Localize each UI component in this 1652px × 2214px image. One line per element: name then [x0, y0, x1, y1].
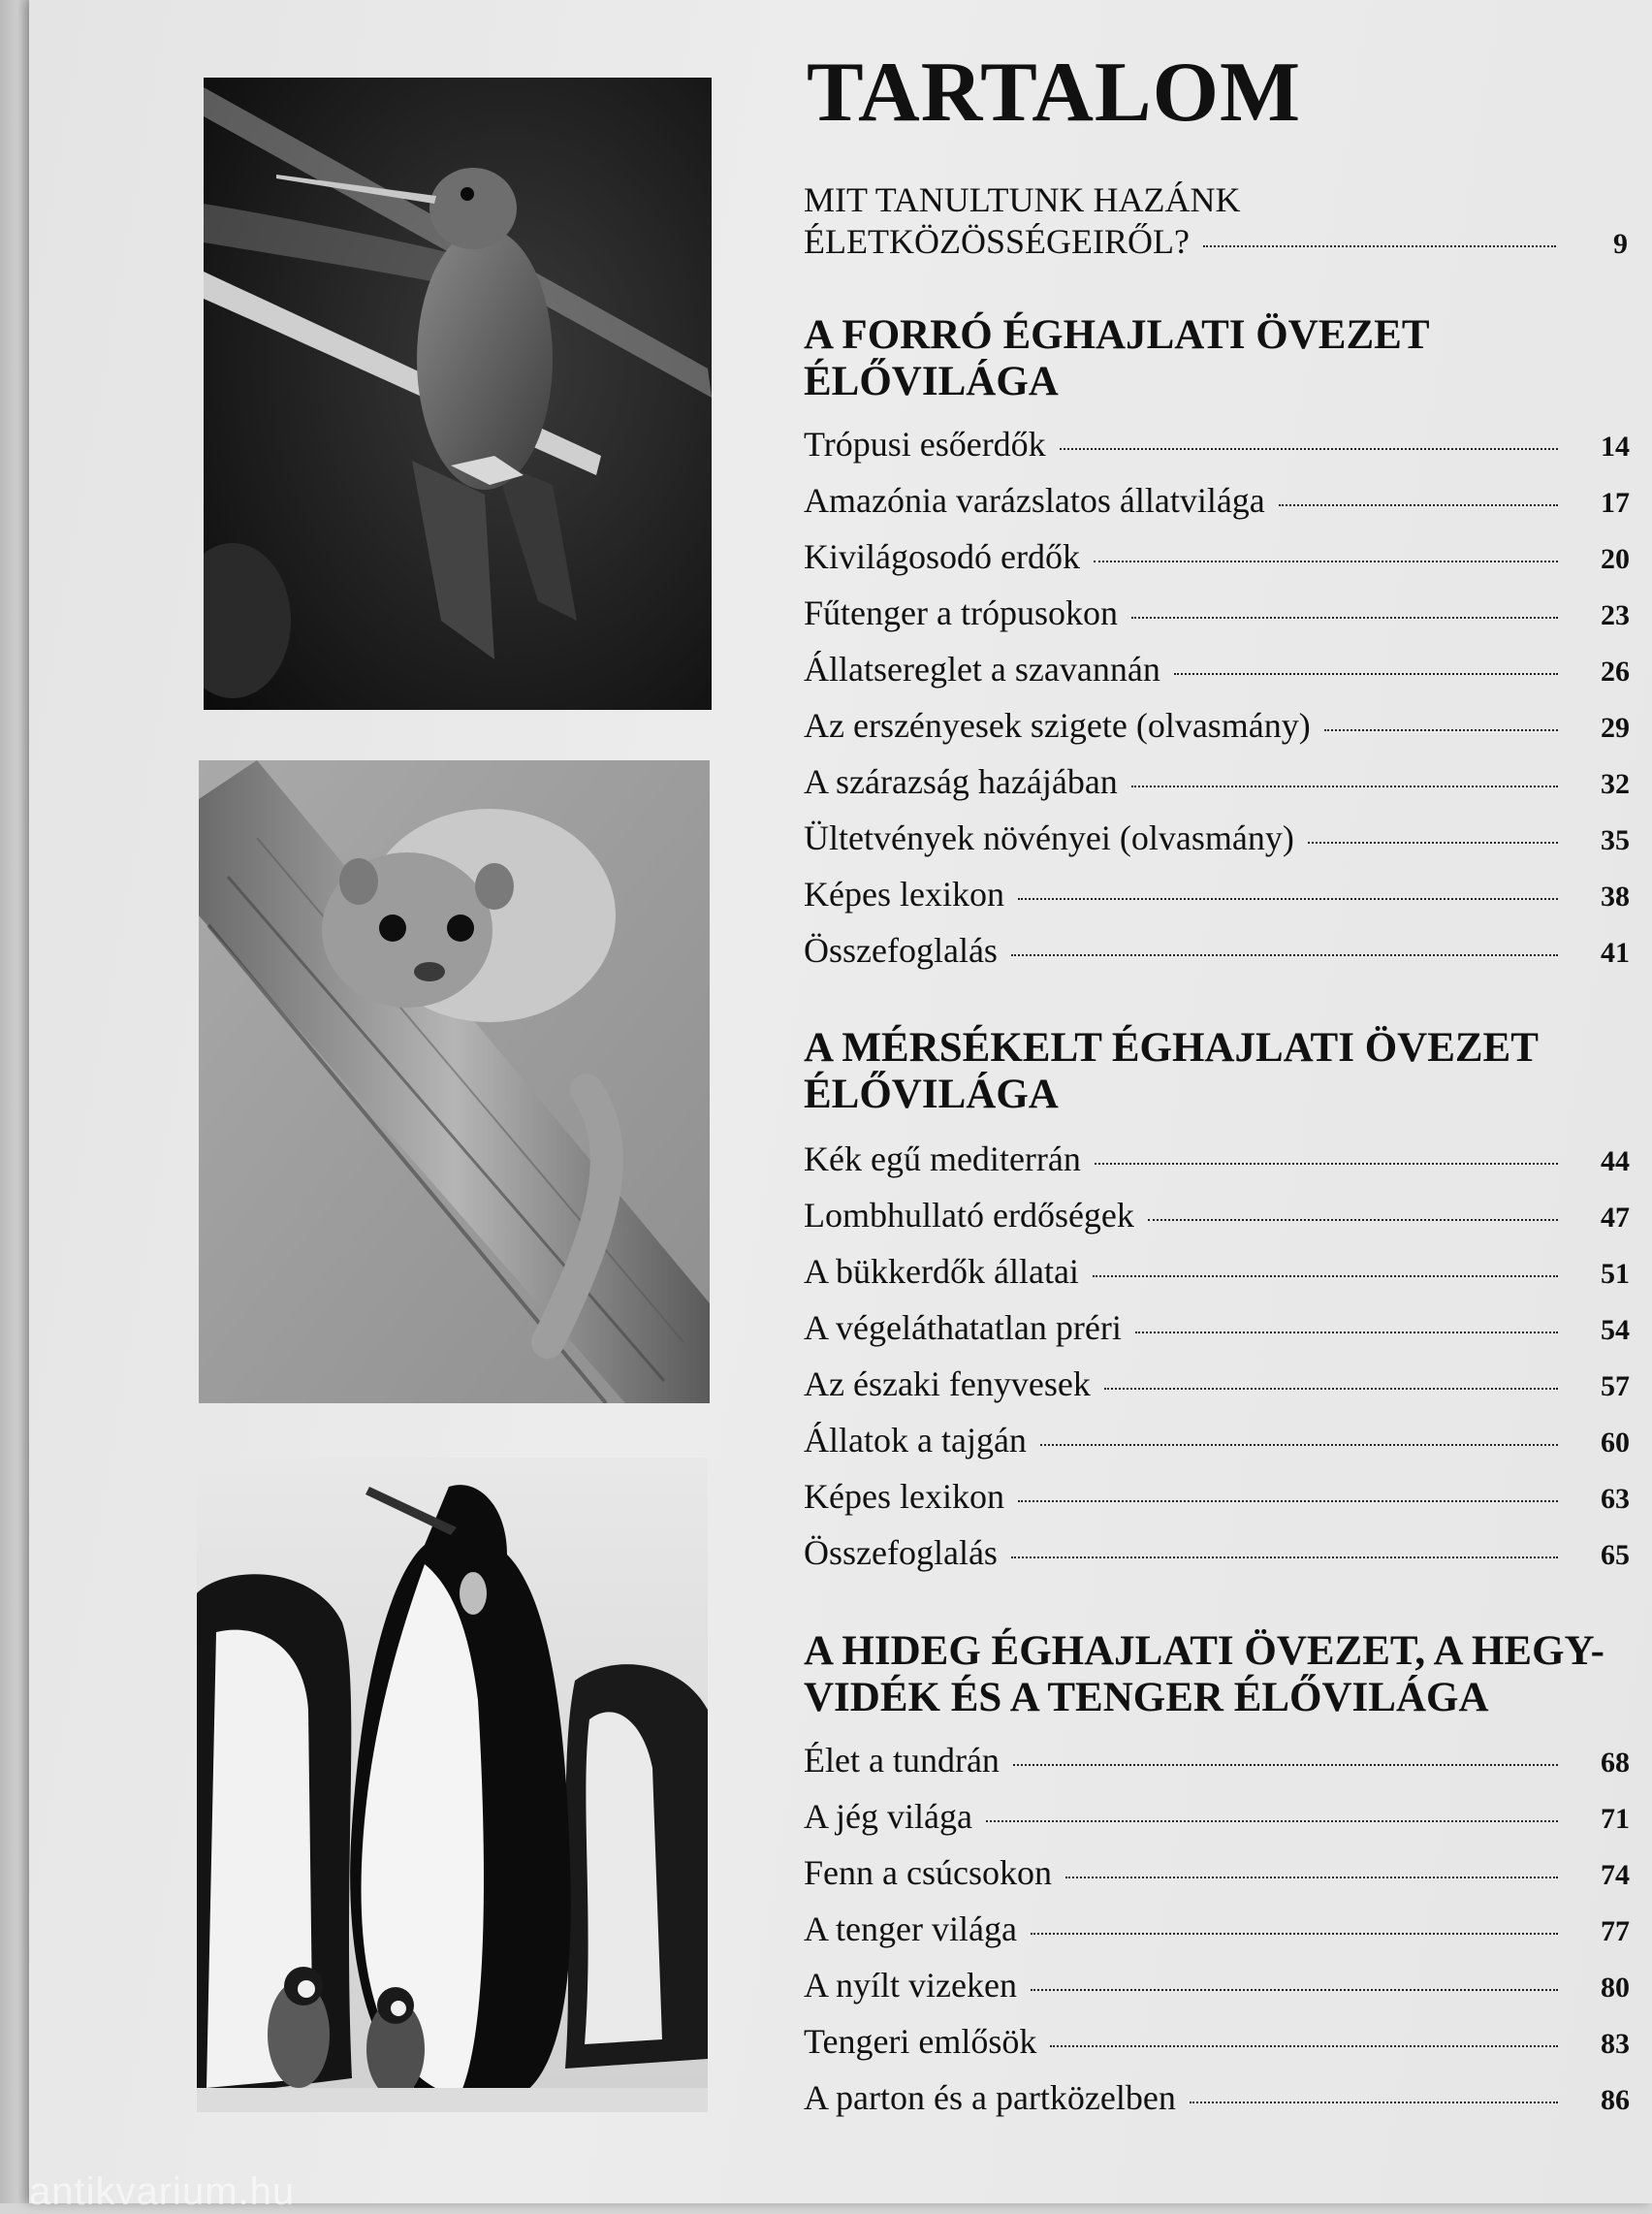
section-entries-cold: [804, 1740, 1630, 2134]
dot-leader: [986, 1820, 1558, 1822]
toc-entry[interactable]: [804, 1965, 1630, 2021]
toc-entry-page: 26: [1601, 656, 1630, 688]
toc-entry-title: Lombhullató erdőségek: [804, 1196, 1134, 1235]
toc-entry-page: 14: [1601, 431, 1630, 463]
dot-leader: [1013, 1764, 1558, 1766]
toc-entry-title: Kivilágosodó erdők: [804, 537, 1080, 576]
toc-entry-title: Fűtenger a trópusokon: [804, 594, 1118, 632]
dot-leader: [1050, 2045, 1558, 2047]
toc-entry-page: 29: [1601, 712, 1630, 744]
dot-leader: [1104, 1388, 1558, 1390]
toc-entry-title: Összefoglalás: [804, 1533, 998, 1572]
dot-leader: [1279, 504, 1558, 506]
toc-entry[interactable]: [804, 1532, 1630, 1588]
toc-entry-page: 51: [1601, 1258, 1630, 1290]
toc-intro-title-line1: MIT TANULTUNK HAZÁNK: [804, 180, 1241, 219]
toc-intro-page: 9: [1613, 228, 1628, 260]
dot-leader: [1031, 1989, 1558, 1991]
page-title: TARTALOM: [807, 46, 1302, 140]
toc-entry-page: 63: [1601, 1483, 1630, 1515]
dot-leader: [1011, 954, 1558, 956]
dot-leader: [1308, 842, 1558, 844]
toc-entry[interactable]: [804, 1364, 1630, 1420]
section-heading-tropical: [804, 312, 1628, 405]
toc-entry-page: 77: [1601, 1915, 1630, 1947]
toc-entry-page: 44: [1601, 1145, 1630, 1177]
toc-entry-page: 54: [1601, 1314, 1630, 1346]
toc-entry[interactable]: [804, 480, 1630, 536]
dot-leader: [1190, 2102, 1558, 2103]
toc-entry-title: Összefoglalás: [804, 931, 998, 970]
toc-entry-page: 41: [1601, 937, 1630, 969]
toc-entry-page: 20: [1601, 543, 1630, 575]
section-heading-line1: A FORRÓ ÉGHAJLATI ÖVEZET: [804, 312, 1430, 358]
dot-leader: [1018, 898, 1558, 900]
toc-entry-page: 57: [1601, 1370, 1630, 1402]
penguins-photo: [197, 1458, 708, 2112]
section-heading-temperate: [804, 1025, 1628, 1118]
toc-entry-page: 65: [1601, 1539, 1630, 1571]
section-heading-line2: ÉLŐVILÁGA: [804, 359, 1059, 404]
toc-entry[interactable]: [804, 649, 1630, 705]
toc-entry[interactable]: [804, 2021, 1630, 2077]
toc-entry[interactable]: [804, 424, 1630, 480]
toc-entry-page: 83: [1601, 2028, 1630, 2060]
section-heading-line2: VIDÉK ÉS A TENGER ÉLŐVILÁGA: [804, 1675, 1489, 1720]
toc-entry-page: 80: [1601, 1972, 1630, 2004]
dot-leader: [1031, 1933, 1558, 1935]
dot-leader: [1093, 1275, 1558, 1277]
toc-entry-title: Tengeri emlősök: [804, 2022, 1037, 2061]
toc-entry-page: 38: [1601, 881, 1630, 913]
toc-entry-title: Fenn a csúcsokon: [804, 1853, 1052, 1892]
toc-entry-title: A nyílt vizeken: [804, 1966, 1017, 2005]
toc-entry-title: Ültetvények növényei (olvasmány): [804, 818, 1294, 857]
toc-entry[interactable]: [804, 1909, 1630, 1965]
toc-entry[interactable]: [804, 1476, 1630, 1532]
toc-entry-page: 32: [1601, 768, 1630, 800]
toc-entry[interactable]: [804, 705, 1630, 761]
toc-entry-page: 68: [1601, 1747, 1630, 1779]
book-page: [29, 0, 1652, 2213]
toc-entry[interactable]: [804, 1852, 1630, 1909]
dot-leader: [1018, 1500, 1558, 1502]
toc-entry[interactable]: [804, 930, 1630, 986]
toc-entry[interactable]: [804, 761, 1630, 818]
toc-entry-title: Állatok a tajgán: [804, 1421, 1027, 1460]
toc-entry-title: Képes lexikon: [804, 875, 1004, 914]
book-binding: [0, 0, 29, 2203]
dot-leader: [1135, 1332, 1558, 1333]
toc-entry[interactable]: [804, 1740, 1630, 1796]
dot-leader: [1131, 786, 1558, 787]
toc-entry-page: 17: [1601, 487, 1630, 519]
toc-intro-entry[interactable]: [804, 179, 1628, 265]
toc-intro-title-line2: ÉLETKÖZÖSSÉGEIRŐL?: [804, 222, 1190, 261]
toc-entry-page: 47: [1601, 1202, 1630, 1234]
dot-leader: [1011, 1556, 1558, 1558]
dot-leader: [1174, 673, 1558, 675]
section-heading-line1: A MÉRSÉKELT ÉGHAJLATI ÖVEZET: [804, 1025, 1539, 1071]
toc-entry-title: A tenger világa: [804, 1909, 1017, 1948]
dormouse-photo: [199, 760, 710, 1403]
toc-entry-page: 71: [1601, 1803, 1630, 1835]
dot-leader: [1040, 1444, 1558, 1446]
toc-entry-title: Élet a tundrán: [804, 1741, 1000, 1780]
dot-leader: [1324, 729, 1558, 731]
toc-entry[interactable]: [804, 536, 1630, 593]
watermark-text: antikvarium.hu: [29, 2170, 296, 2213]
section-heading-line1: A HIDEG ÉGHAJLATI ÖVEZET, A HEGY-: [804, 1628, 1604, 1674]
toc-entry[interactable]: [804, 1796, 1630, 1852]
toc-entry-title: Képes lexikon: [804, 1477, 1004, 1516]
toc-entry-page: 60: [1601, 1427, 1630, 1459]
section-entries-tropical: [804, 424, 1630, 986]
toc-entry-title: Kék egű mediterrán: [804, 1139, 1081, 1178]
dot-leader: [1095, 1163, 1558, 1165]
section-entries-temperate: [804, 1139, 1630, 1588]
toc-entry-title: A szárazság hazájában: [804, 762, 1118, 801]
dot-leader: [1065, 1877, 1558, 1878]
toc-entry-page: 35: [1601, 824, 1630, 856]
dot-leader: [1131, 617, 1558, 619]
toc-entry-page: 86: [1601, 2084, 1630, 2116]
toc-entry-title: A parton és a partközelben: [804, 2078, 1176, 2117]
section-heading-cold: [804, 1628, 1628, 1721]
toc-entry[interactable]: [804, 593, 1630, 649]
dot-leader: [1148, 1219, 1558, 1221]
toc-entry-title: A bükkerdők állatai: [804, 1252, 1079, 1291]
dot-leader: [1094, 561, 1558, 562]
toc-entry-page: 23: [1601, 599, 1630, 631]
toc-entry-title: Az északi fenyvesek: [804, 1364, 1091, 1403]
toc-entry-page: 74: [1601, 1859, 1630, 1891]
toc-entry[interactable]: [804, 874, 1630, 930]
toc-entry-title: Trópusi esőerdők: [804, 425, 1046, 464]
toc-entry[interactable]: [804, 1195, 1630, 1251]
toc-entry[interactable]: [804, 2077, 1630, 2134]
hummingbird-photo: [204, 78, 712, 710]
toc-entry[interactable]: [804, 1307, 1630, 1364]
toc-entry-title: Az erszényesek szigete (olvasmány): [804, 706, 1311, 745]
toc-entry[interactable]: [804, 1251, 1630, 1307]
toc-entry-title: Állatsereglet a szavannán: [804, 650, 1160, 689]
dot-leader: [1060, 448, 1558, 450]
toc-entry-title: A végeláthatatlan préri: [804, 1308, 1122, 1347]
toc-entry[interactable]: [804, 1420, 1630, 1476]
toc-entry-title: A jég világa: [804, 1797, 972, 1836]
toc-entry[interactable]: [804, 1139, 1630, 1195]
toc-entry[interactable]: [804, 818, 1630, 874]
toc-entry-title: Amazónia varázslatos állatvilága: [804, 481, 1265, 520]
section-heading-line2: ÉLŐVILÁGA: [804, 1072, 1059, 1117]
dot-leader: [1203, 245, 1556, 247]
